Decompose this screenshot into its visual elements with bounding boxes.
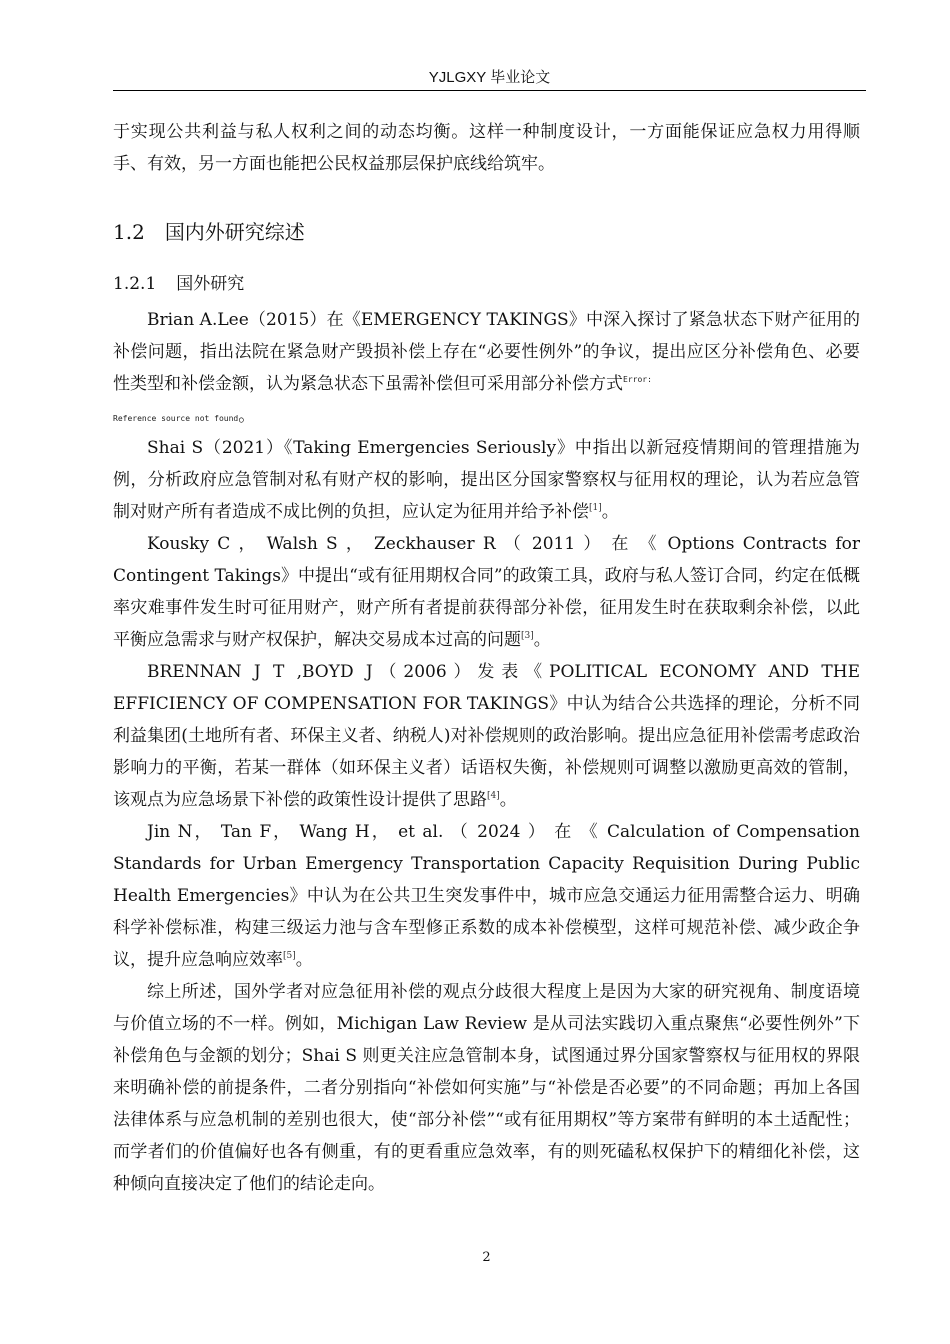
- paragraph-text: 综上所述，国外学者对应急征用补偿的观点分歧很大程度上是因为大家的研究视角、制度语境与价值立场的不一样。例如，Michigan Law Review 是从司法实践切入重点聚焦“必要性例外”下补偿角色与金额的划分；Shai S 则更关注应急管制本身，试图通过界分国家警察权与征用权的界限来明确补偿的前提条件，二者分别指向“补偿如何实施”与“补偿是否必要”的不同命题；再加上各国法律体系与应急机制的差别也很大，使“部分补偿”“或有征用期权”等方案带有鲜明的本土适配性；而学者们的价值偏好也各有侧重，有的更看重应急效率，有的则死磕私权保护下的精细化补偿，这种倾向直接决定了他们的结论走向。: [113, 982, 860, 1194]
- document-body: [113, 116, 860, 1200]
- page-header: YJLGXY 毕业论文: [428, 69, 551, 86]
- page-number: 2: [482, 1250, 491, 1265]
- section-title: 国内外研究综述: [164, 220, 305, 244]
- paragraph-text: Jin N， Tan F， Wang H， et al. （ 2024 ） 在 《 Calculation of Compensation Standards for Urban Emergency Transportation Capacity Requisition During Public Health Emergencies》中认为在公共卫生突发事件中，城市应急交通运力征用需整合运力、明确科学补偿标准，构建三级运力池与含车型修正系数的成本补偿模型，这样可规范补偿、减少政企争议，提升应急响应效率: [113, 822, 860, 970]
- paragraph-shai: [113, 432, 860, 528]
- paragraph-jin: [113, 816, 860, 976]
- paragraph-text: Shai S（2021）《Taking Emergencies Seriously》中指出以新冠疫情期间的管理措施为例，分析政府应急管制对私有财产权的影响，提出区分国家警察权与征用权的理论，认为若应急管制对财产所有者造成不成比例的负担，应认定为征用并给予补偿: [113, 438, 860, 522]
- paragraph-end: 。: [295, 950, 313, 970]
- paragraph-end: 。: [601, 502, 619, 522]
- subsection-number: 1.2.1: [113, 274, 157, 294]
- citation-ref: [3]: [521, 631, 534, 641]
- paragraph-kousky: [113, 528, 860, 656]
- paragraph-end: 。: [238, 406, 256, 426]
- paragraph-text: Brian A.Lee（2015）在《EMERGENCY TAKINGS》中深入探讨了紧急状态下财产征用的补偿问题，指出法院在紧急财产毁损补偿上存在“必要性例外”的争议，提出应区分补偿角色、必要性类型和补偿金额，认为紧急状态下虽需补偿但可采用部分补偿方式: [113, 310, 860, 394]
- header-rule: [113, 90, 866, 91]
- paragraph-lee: [113, 304, 860, 432]
- paragraph-end: 。: [533, 630, 551, 650]
- section-number: 1.2: [113, 220, 145, 244]
- paragraph-text: Kousky C ， Walsh S ， Zeckhauser R （ 2011 ） 在 《 Options Contracts for Contingent Takings》中提出“或有征用期权合同”的政策工具，政府与私人签订合同，约定在低概率灾难事件发生时可征用财产，财产所有者提前获得部分补偿，征用发生时在获取剩余补偿，以此平衡应急需求与财产权保护，解决交易成本过高的问题: [113, 534, 860, 650]
- citation-ref: [5]: [283, 951, 296, 961]
- citation-error-bottom: Reference source not found: [113, 414, 239, 423]
- citation-ref: [1]: [589, 503, 602, 513]
- paragraph-summary: [113, 976, 860, 1200]
- subsection-heading: [113, 268, 860, 300]
- intro-paragraph: 于实现公共利益与私人权利之间的动态均衡。这样一种制度设计，一方面能保证应急权力用得顺手、有效，另一方面也能把公民权益那层保护底线给筑牢。: [113, 122, 860, 174]
- citation-ref: [4]: [487, 791, 500, 801]
- subsection-title: 国外研究: [176, 274, 245, 294]
- citation-error-top: Error:: [623, 375, 652, 384]
- paragraph-text: BRENNAN J T ,BOYD J（2006）发表《POLITICAL ECONOMY AND THE EFFICIENCY OF COMPENSATION FOR TAKINGS》中认为结合公共选择的理论，分析不同利益集团(土地所有者、环保主义者、纳税人)对补偿规则的政治影响。提出应急征用补偿需考虑政治影响力的平衡，若某一群体（如环保主义者）话语权失衡，补偿规则可调整以激励更高效的管制，该观点为应急场景下补偿的政策性设计提供了思路: [113, 662, 860, 810]
- section-heading: [113, 216, 860, 248]
- paragraph-brennan: [113, 656, 860, 816]
- paragraph-end: 。: [499, 790, 517, 810]
